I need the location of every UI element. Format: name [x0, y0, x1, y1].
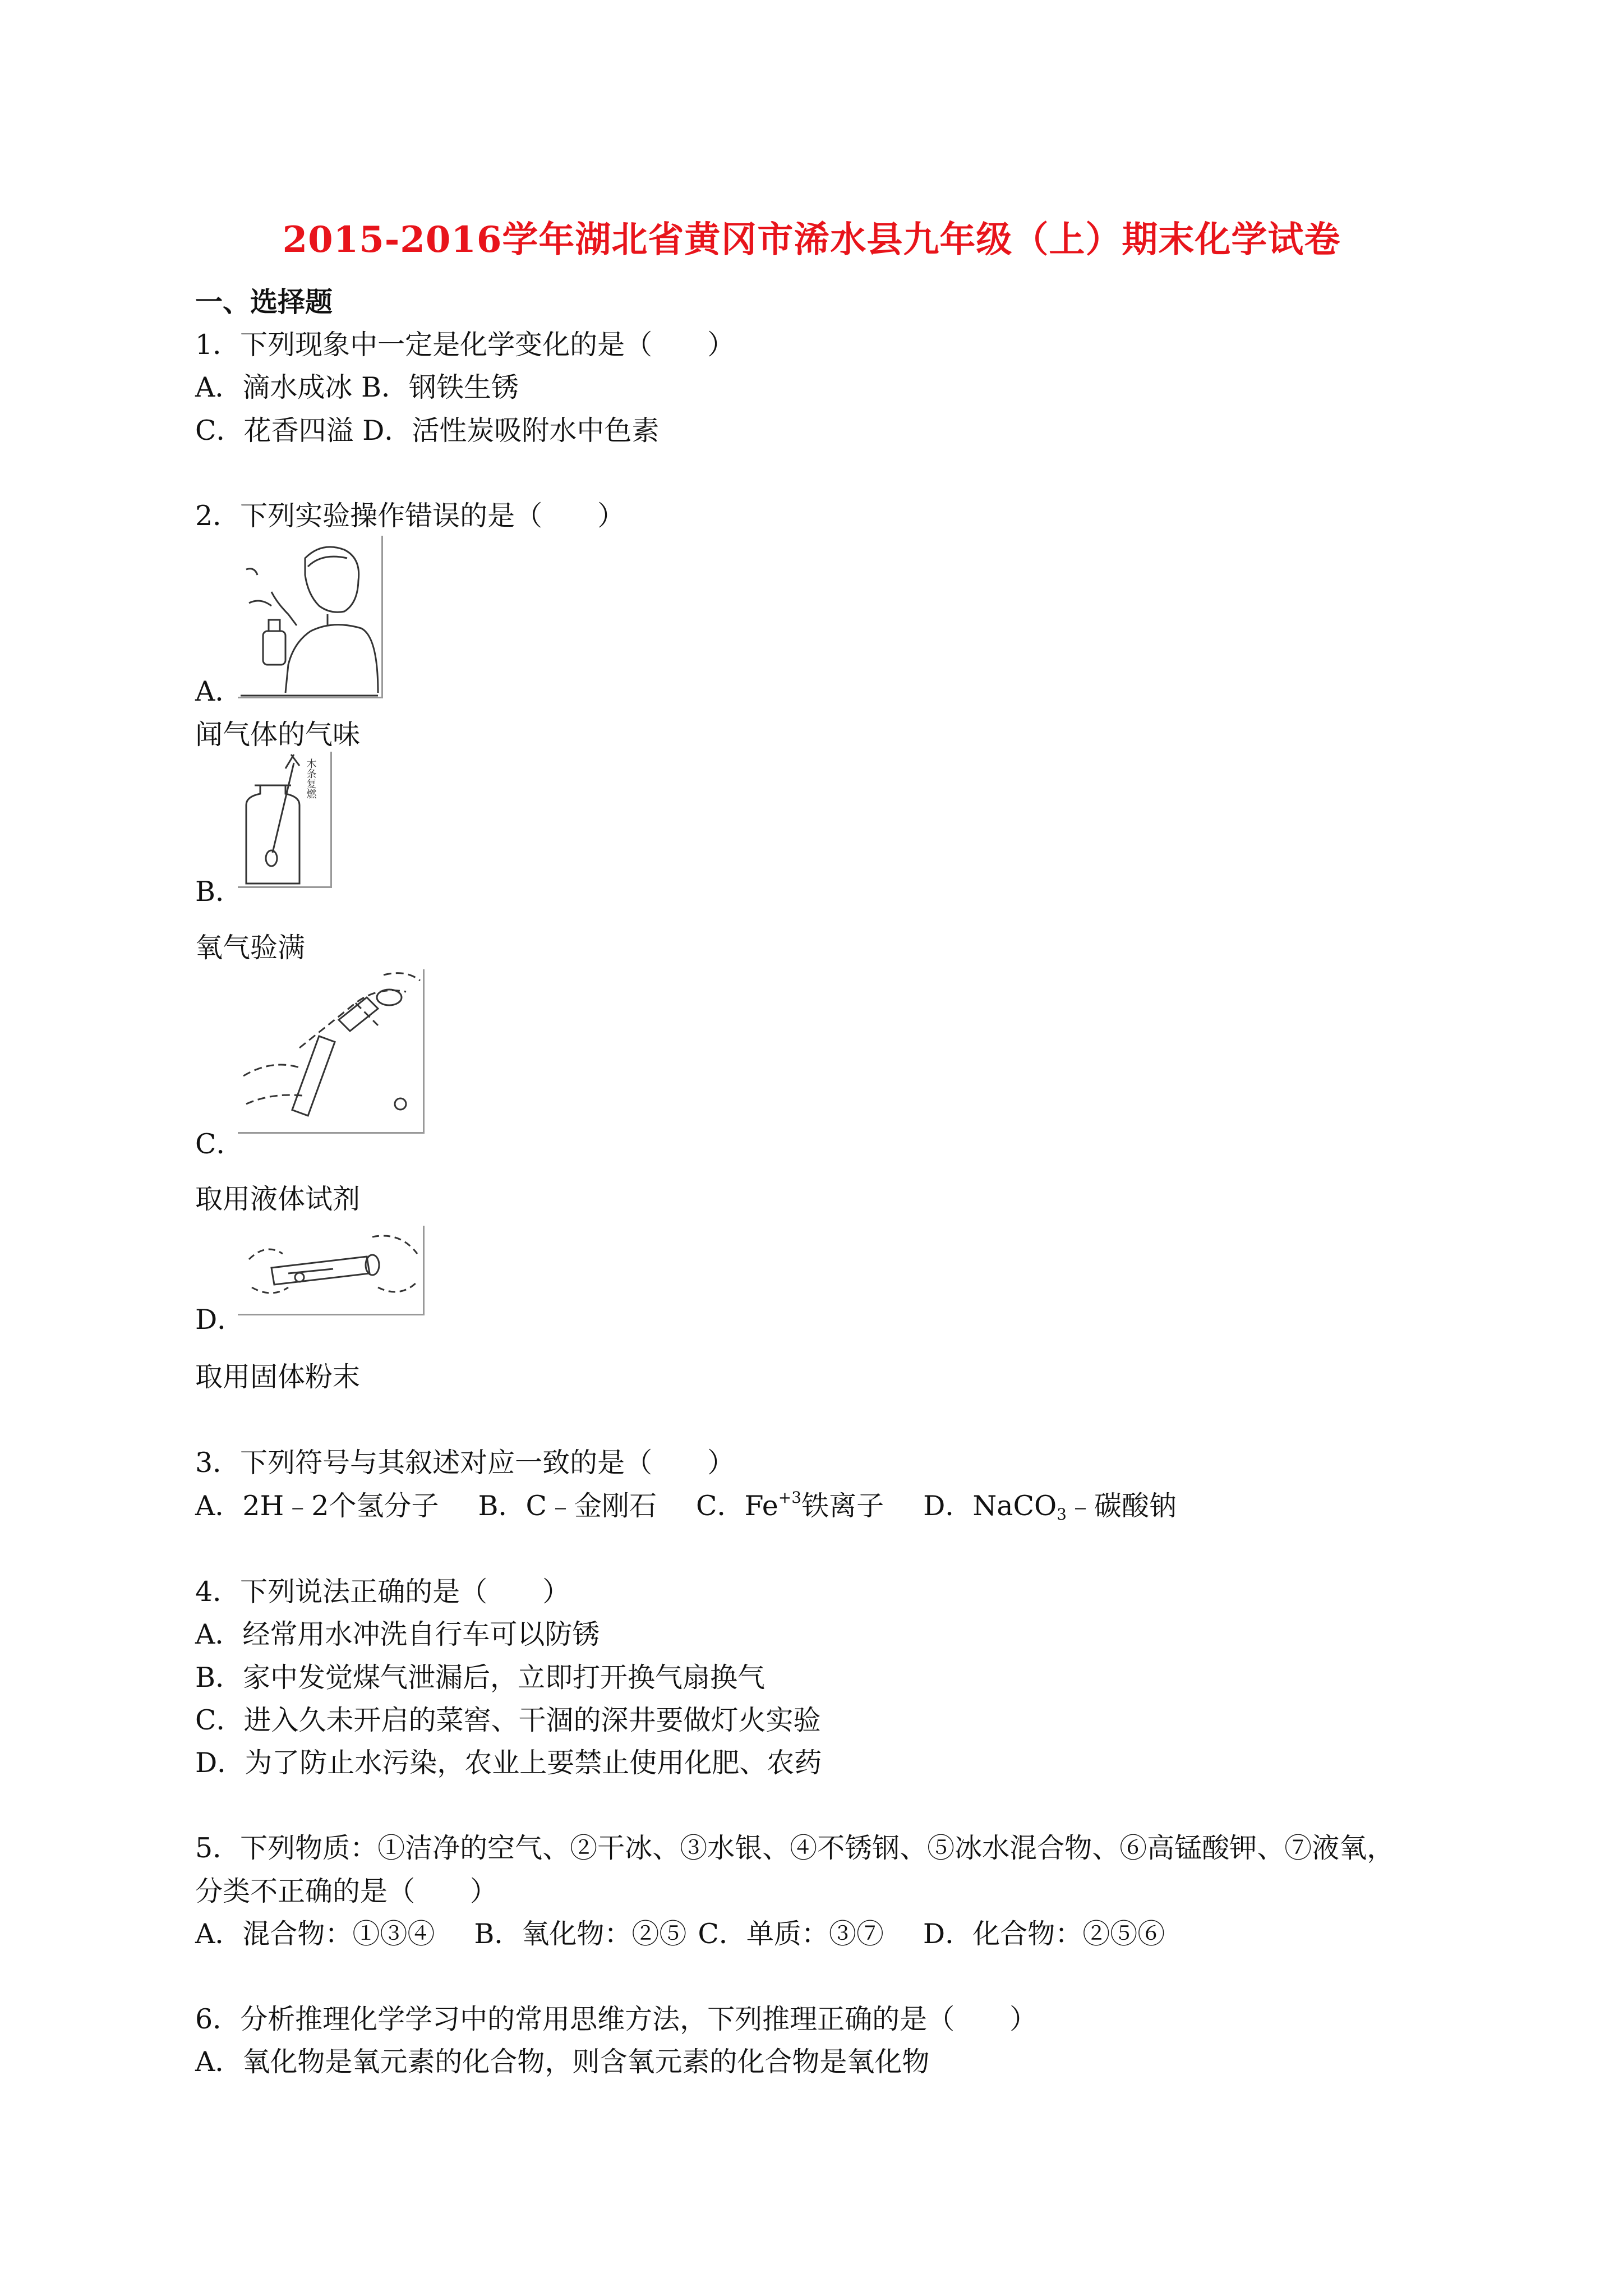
- q3-option-a: A．2H﹣2个氢分子: [195, 1490, 439, 1522]
- page-title: 2015-2016学年湖北省黄冈市浠水县九年级（上）期末化学试卷: [282, 219, 1341, 261]
- q2-option-b-label: B．: [195, 876, 243, 908]
- q3-option-d-pre: D．NaCO: [923, 1490, 1057, 1522]
- q4-option-b: B．家中发觉煤气泄漏后，立即打开换气扇换气: [195, 1662, 766, 1694]
- q1-options-line1: A．滴水成冰 B．钢铁生锈: [195, 371, 519, 403]
- q4-option-c: C．进入久未开启的菜窖、干涸的深井要做灯火实验: [195, 1704, 821, 1736]
- q2-option-b-caption: 氧气验满: [195, 932, 306, 964]
- q2-option-a-label: A．: [195, 675, 243, 707]
- q3-option-c-pre: C．Fe: [695, 1490, 778, 1522]
- q5-option-d: D．化合物：②⑤⑥: [923, 1918, 1165, 1950]
- q3-option-d-sub: 3: [1057, 1505, 1067, 1524]
- q2-figure-d-solid-powder: [238, 1226, 425, 1315]
- q5-stem-line2: 分类不正确的是（ ）: [195, 1875, 498, 1907]
- q3-option-d-post: ﹣碳酸钠: [1066, 1490, 1177, 1522]
- q2-option-a-caption: 闻气体的气味: [195, 719, 361, 751]
- q5-option-a: A．混合物：①③④: [195, 1918, 435, 1950]
- q4-option-a: A．经常用水冲洗自行车可以防锈: [195, 1618, 600, 1650]
- q3-option-c-sup: +3: [778, 1488, 802, 1507]
- q5-stem-line1: 5．下列物质：①洁净的空气、②干冰、③水银、④不锈钢、⑤冰水混合物、⑥高锰酸钾、⑦液氧，: [195, 1832, 1395, 1864]
- q3-option-b: B．C﹣金刚石: [478, 1490, 657, 1522]
- q3-options: [195, 1489, 1177, 1523]
- q3-stem: 3．下列符号与其叙述对应一致的是（ ）: [195, 1447, 735, 1479]
- q6-stem: 6．分析推理化学学习中的常用思维方法，下列推理正确的是（ ）: [195, 2003, 1038, 2035]
- q3-option-c-post: 铁离子: [801, 1490, 884, 1522]
- q4-stem: 4．下列说法正确的是（ ）: [195, 1576, 570, 1608]
- q2-option-c-caption: 取用液体试剂: [195, 1183, 361, 1215]
- q1-options-line2: C．花香四溢 D．活性炭吸附水中色素: [195, 415, 660, 447]
- q2-figure-a-smelling-gas: [238, 536, 383, 698]
- q1-stem: 1．下列现象中一定是化学变化的是（ ）: [195, 329, 735, 361]
- q5-options: [195, 1917, 1165, 1951]
- q2-figure-c-liquid-reagent: [238, 969, 425, 1134]
- section-heading: 一、选择题: [195, 286, 333, 318]
- q6-option-a: A．氧化物是氧元素的化合物，则含氧元素的化合物是氧化物: [195, 2046, 930, 2078]
- q2-option-d-label: D．: [195, 1304, 245, 1336]
- q2-option-c-label: C．: [195, 1128, 244, 1160]
- q5-option-c: C．单质：③⑦: [698, 1918, 884, 1950]
- q5-option-b: B．氧化物：②⑤: [474, 1918, 687, 1950]
- q2-stem: 2．下列实验操作错误的是（ ）: [195, 500, 625, 532]
- q4-option-d: D．为了防止水污染，农业上要禁止使用化肥、农药: [195, 1747, 822, 1779]
- q2-figure-b-label-text: 木条复燃: [305, 758, 317, 799]
- q2-figure-b-oxygen-test: [238, 752, 332, 888]
- q2-option-d-caption: 取用固体粉末: [195, 1361, 361, 1393]
